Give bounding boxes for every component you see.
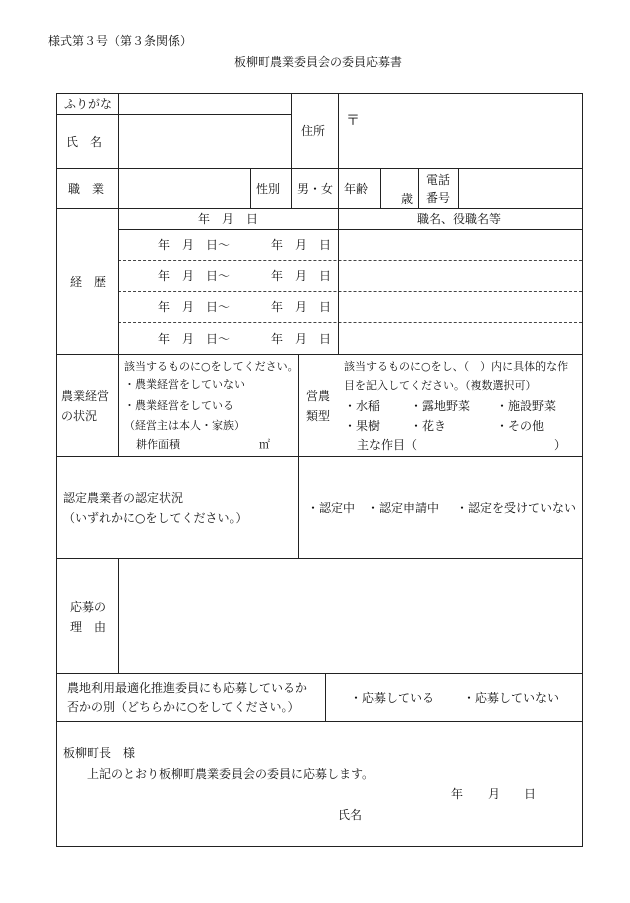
- career-row-1-from: 年 月 日～: [158, 238, 231, 252]
- reason-label-line1: 応募の: [70, 600, 107, 614]
- career-row-2-to: 年 月 日: [271, 269, 332, 283]
- reason-input-area[interactable]: [119, 559, 582, 673]
- farming-type-rice[interactable]: ・水稲: [344, 399, 381, 413]
- address-label: 住所: [301, 124, 326, 138]
- career-label: 経 歴: [70, 275, 107, 289]
- farming-label-line2: の状況: [61, 409, 98, 423]
- career-position-header: 職名、役職名等: [417, 212, 502, 226]
- farming-type-field-vegetables[interactable]: ・露地野菜: [410, 399, 471, 413]
- career-row-3-position[interactable]: [339, 292, 582, 322]
- certification-option-applying[interactable]: ・認定申請中: [367, 501, 440, 515]
- certification-option-not-certified[interactable]: ・認定を受けていない: [456, 501, 577, 515]
- date-year-label: 年: [451, 787, 464, 801]
- phone-input-area[interactable]: [459, 169, 582, 208]
- furigana-label: ふりがな: [64, 97, 113, 111]
- career-row-3-from: 年 月 日～: [158, 300, 231, 314]
- postal-mark: 〒: [346, 113, 360, 129]
- main-crop-close: ）: [554, 438, 567, 452]
- main-crop-input[interactable]: [424, 436, 552, 452]
- farming-label-line1: 農業経営: [61, 389, 110, 403]
- gender-options[interactable]: 男・女: [297, 182, 334, 196]
- signature-label: 氏名: [338, 808, 363, 822]
- farming-area-label: 耕作面積: [136, 438, 180, 451]
- career-row-4-to: 年 月 日: [271, 332, 332, 346]
- furigana-input-area[interactable]: [119, 94, 290, 114]
- occupation-label: 職 業: [68, 182, 105, 196]
- certification-option-certified[interactable]: ・認定中: [307, 501, 356, 515]
- certification-label: 認定農業者の認定状況: [63, 491, 184, 505]
- career-row-1-position[interactable]: [339, 230, 582, 260]
- career-row-2-position[interactable]: [339, 261, 582, 291]
- reason-label-line2: 理 由: [70, 620, 107, 634]
- occupation-input-area[interactable]: [119, 169, 249, 208]
- farming-instruction: 該当するものに○をしてください。: [124, 360, 299, 373]
- certification-note: （いずれかに○をしてください。）: [63, 511, 248, 525]
- career-date-header: 年 月 日: [198, 212, 259, 226]
- promotion-option-not-applying[interactable]: ・応募していない: [463, 691, 560, 705]
- farming-type-greenhouse-vegetables[interactable]: ・施設野菜: [496, 399, 557, 413]
- farming-type-fruit-trees[interactable]: ・果樹: [344, 419, 381, 433]
- main-crop-label: 主な作目（: [357, 438, 418, 452]
- date-day-label: 日: [524, 787, 537, 801]
- farming-type-label-line2: 類型: [306, 409, 331, 423]
- career-row-3-to: 年 月 日: [271, 300, 332, 314]
- name-label: 氏 名: [66, 135, 103, 149]
- farming-type-other[interactable]: ・その他: [496, 419, 545, 433]
- farming-operator-note: （経営主は本人・家族）: [124, 419, 245, 432]
- promotion-label-line1: 農地利用最適化推進委員にも応募しているか: [67, 681, 308, 695]
- farming-area-unit: ㎡: [259, 438, 270, 451]
- address-input-area[interactable]: [339, 94, 582, 168]
- form-title: 板柳町農業委員会の委員応募書: [234, 55, 403, 69]
- addressee: 板柳町長 様: [63, 746, 136, 760]
- form-number: 様式第３号（第３条関係）: [48, 34, 193, 48]
- farming-type-flowers[interactable]: ・花き: [410, 419, 447, 433]
- signature-input-area[interactable]: [366, 804, 576, 826]
- date-month-label: 月: [488, 787, 501, 801]
- farming-type-instruction-line1: 該当するものに○をし、（ ）内に具体的な作: [344, 360, 569, 373]
- gender-label: 性別: [256, 182, 281, 196]
- application-statement: 上記のとおり板柳町農業委員会の委員に応募します。: [87, 767, 375, 781]
- age-label: 年齢: [344, 182, 369, 196]
- phone-label-line2: 番号: [426, 191, 451, 205]
- promotion-option-applying[interactable]: ・応募している: [350, 691, 435, 705]
- farming-type-instruction-line2: 目を記入してください。（複数選択可）: [344, 379, 537, 392]
- career-row-2-from: 年 月 日～: [158, 269, 231, 283]
- farming-area-input[interactable]: [188, 436, 256, 452]
- farming-type-label-line1: 営農: [306, 389, 331, 403]
- career-row-1-to: 年 月 日: [271, 238, 332, 252]
- career-row-4-from: 年 月 日～: [158, 332, 231, 346]
- age-unit: 歳: [401, 192, 414, 206]
- phone-label-line1: 電話: [426, 173, 451, 187]
- name-input-area[interactable]: [119, 115, 290, 167]
- farming-option-yes[interactable]: ・農業経営をしている: [124, 399, 234, 412]
- career-row-4-position[interactable]: [339, 323, 582, 354]
- promotion-label-line2: 否かの別（どちらかに○をしてください。）: [67, 700, 300, 714]
- farming-option-no[interactable]: ・農業経営をしていない: [124, 378, 245, 391]
